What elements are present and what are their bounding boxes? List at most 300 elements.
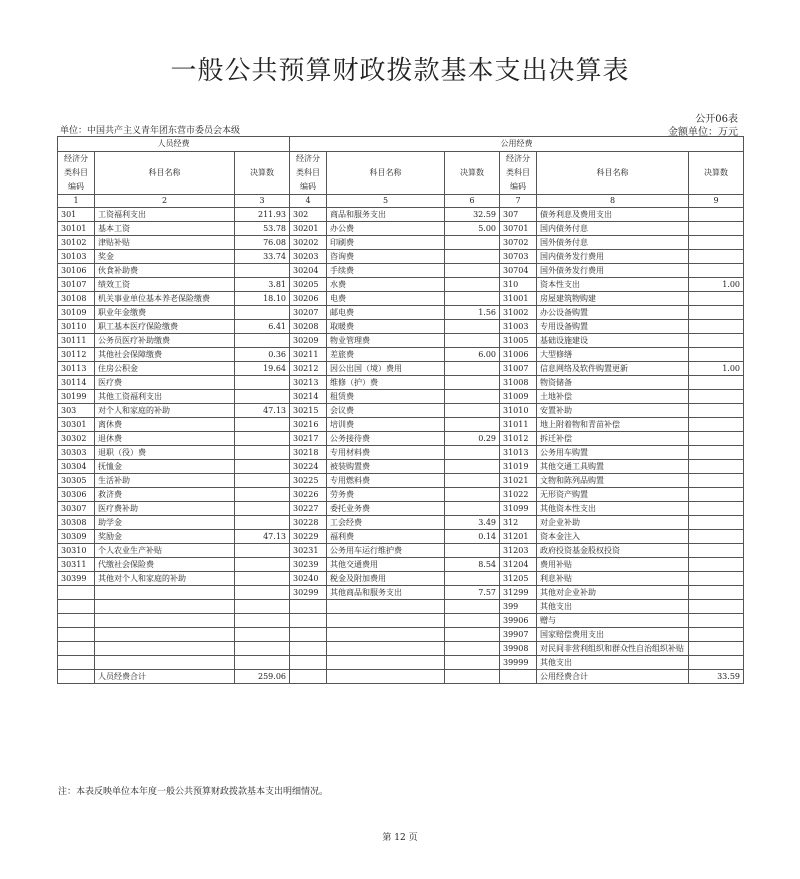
- personnel-amount-cell: [235, 376, 290, 390]
- empty-cell: [58, 670, 95, 684]
- public-amount-cell: [689, 516, 744, 530]
- personnel-name-cell: 退休费: [95, 432, 235, 446]
- column-number: 4: [290, 195, 327, 208]
- public-amount-cell: [445, 404, 500, 418]
- table-row: [58, 348, 744, 362]
- public-code-cell: 30216: [290, 418, 327, 432]
- form-number: 公开06表: [695, 114, 738, 125]
- public-amount-cell: [689, 292, 744, 306]
- public-name-cell: [327, 614, 445, 628]
- public-code-cell: 31012: [500, 432, 537, 446]
- public-code-cell: [290, 614, 327, 628]
- personnel-code-cell: 30103: [58, 250, 95, 264]
- personnel-name-cell: 生活补助: [95, 474, 235, 488]
- public-code-cell: 30201: [290, 222, 327, 236]
- public-amount-cell: [445, 264, 500, 278]
- public-amount-cell: [445, 390, 500, 404]
- personnel-code-cell: 30111: [58, 334, 95, 348]
- personnel-code-cell: 30305: [58, 474, 95, 488]
- public-name-cell: 因公出国（境）费用: [327, 362, 445, 376]
- personnel-name-cell: 奖励金: [95, 530, 235, 544]
- personnel-name-cell: [95, 600, 235, 614]
- table-row: [58, 530, 744, 544]
- group-header-personnel: 人员经费: [58, 137, 290, 152]
- personnel-code-cell: 30308: [58, 516, 95, 530]
- public-code-cell: 31003: [500, 320, 537, 334]
- personnel-name-cell: 绩效工资: [95, 278, 235, 292]
- public-amount-cell: [445, 488, 500, 502]
- public-name-cell: 税金及附加费用: [327, 572, 445, 586]
- personnel-code-cell: 30108: [58, 292, 95, 306]
- page-number: 第 12 页: [382, 833, 418, 843]
- table-row: [58, 418, 744, 432]
- personnel-name-cell: 工资福利支出: [95, 208, 235, 222]
- public-amount-cell: 1.56: [445, 306, 500, 320]
- table-row: [58, 488, 744, 502]
- personnel-name-cell: 机关事业单位基本养老保险缴费: [95, 292, 235, 306]
- public-amount-cell: 0.29: [445, 432, 500, 446]
- table-row: [58, 236, 744, 250]
- amount-unit-label: 金额单位：万元: [668, 127, 738, 138]
- public-code-cell: 31005: [500, 334, 537, 348]
- public-amount-cell: [689, 250, 744, 264]
- personnel-code-cell: 30107: [58, 278, 95, 292]
- public-code-cell: 310: [500, 278, 537, 292]
- public-code-cell: 31001: [500, 292, 537, 306]
- public-code-cell: [290, 600, 327, 614]
- personnel-amount-cell: [235, 264, 290, 278]
- empty-cell: [445, 670, 500, 684]
- public-code-cell: 39908: [500, 642, 537, 656]
- public-name-cell: 培训费: [327, 418, 445, 432]
- expenditure-table: [57, 136, 744, 684]
- public-amount-cell: [689, 586, 744, 600]
- public-code-cell: 30228: [290, 516, 327, 530]
- public-name-cell: 费用补贴: [537, 558, 689, 572]
- table-row: [58, 278, 744, 292]
- col-header-name: 科目名称: [537, 152, 689, 195]
- public-amount-cell: [445, 320, 500, 334]
- public-code-cell: 30702: [500, 236, 537, 250]
- public-name-cell: [327, 600, 445, 614]
- table-row: [58, 334, 744, 348]
- personnel-name-cell: 对个人和家庭的补助: [95, 404, 235, 418]
- public-code-cell: 30227: [290, 502, 327, 516]
- personnel-code-cell: 30106: [58, 264, 95, 278]
- personnel-name-cell: [95, 656, 235, 670]
- public-amount-cell: [445, 292, 500, 306]
- public-name-cell: 其他资本性支出: [537, 502, 689, 516]
- column-number: 3: [235, 195, 290, 208]
- public-code-cell: 30202: [290, 236, 327, 250]
- public-name-cell: [327, 628, 445, 642]
- table-row: [58, 446, 744, 460]
- public-amount-cell: [689, 208, 744, 222]
- personnel-code-cell: 30303: [58, 446, 95, 460]
- personnel-name-cell: 医疗费补助: [95, 502, 235, 516]
- personnel-code-cell: 30302: [58, 432, 95, 446]
- public-total-value: 33.59: [689, 670, 744, 684]
- public-code-cell: 30211: [290, 348, 327, 362]
- public-code-cell: 31006: [500, 348, 537, 362]
- personnel-name-cell: 住房公积金: [95, 362, 235, 376]
- personnel-amount-cell: [235, 656, 290, 670]
- public-amount-cell: 5.00: [445, 222, 500, 236]
- personnel-amount-cell: [235, 558, 290, 572]
- public-code-cell: 31007: [500, 362, 537, 376]
- public-code-cell: 30213: [290, 376, 327, 390]
- public-code-cell: 30217: [290, 432, 327, 446]
- public-code-cell: 39906: [500, 614, 537, 628]
- public-name-cell: 对企业补助: [537, 516, 689, 530]
- public-name-cell: 赠与: [537, 614, 689, 628]
- public-name-cell: 水费: [327, 278, 445, 292]
- empty-cell: [327, 670, 445, 684]
- personnel-amount-cell: [235, 432, 290, 446]
- public-name-cell: 咨询费: [327, 250, 445, 264]
- public-name-cell: 其他交通费用: [327, 558, 445, 572]
- personnel-code-cell: 30110: [58, 320, 95, 334]
- public-amount-cell: [689, 404, 744, 418]
- table-row: [58, 572, 744, 586]
- public-code-cell: 30704: [500, 264, 537, 278]
- public-amount-cell: [445, 250, 500, 264]
- public-name-cell: 文物和陈列品购置: [537, 474, 689, 488]
- public-name-cell: 国外债务付息: [537, 236, 689, 250]
- public-amount-cell: 8.54: [445, 558, 500, 572]
- public-code-cell: 30208: [290, 320, 327, 334]
- public-name-cell: 邮电费: [327, 306, 445, 320]
- public-amount-cell: 1.00: [689, 278, 744, 292]
- public-amount-cell: [445, 236, 500, 250]
- table-row: [58, 502, 744, 516]
- public-amount-cell: [445, 278, 500, 292]
- personnel-name-cell: 退职（役）费: [95, 446, 235, 460]
- personnel-amount-cell: 3.81: [235, 278, 290, 292]
- personnel-code-cell: 30199: [58, 390, 95, 404]
- public-code-cell: 31011: [500, 418, 537, 432]
- public-name-cell: 大型修缮: [537, 348, 689, 362]
- personnel-amount-cell: [235, 460, 290, 474]
- table-row: [58, 292, 744, 306]
- table-row: [58, 320, 744, 334]
- public-amount-cell: [689, 432, 744, 446]
- public-amount-cell: [445, 362, 500, 376]
- public-code-cell: 30206: [290, 292, 327, 306]
- personnel-amount-cell: [235, 446, 290, 460]
- public-code-cell: 31022: [500, 488, 537, 502]
- personnel-code-cell: 30101: [58, 222, 95, 236]
- public-code-cell: 31099: [500, 502, 537, 516]
- personnel-amount-cell: [235, 572, 290, 586]
- personnel-amount-cell: 47.13: [235, 404, 290, 418]
- public-code-cell: 30231: [290, 544, 327, 558]
- public-name-cell: 差旅费: [327, 348, 445, 362]
- public-amount-cell: [445, 656, 500, 670]
- public-name-cell: 专用设备购置: [537, 320, 689, 334]
- personnel-code-cell: 303: [58, 404, 95, 418]
- column-number: 9: [689, 195, 744, 208]
- public-name-cell: 基础设施建设: [537, 334, 689, 348]
- public-amount-cell: 3.49: [445, 516, 500, 530]
- personnel-name-cell: 其他工资福利支出: [95, 390, 235, 404]
- public-amount-cell: [445, 474, 500, 488]
- public-amount-cell: 6.00: [445, 348, 500, 362]
- personnel-code-cell: 30113: [58, 362, 95, 376]
- empty-cell: [290, 670, 327, 684]
- personnel-amount-cell: [235, 334, 290, 348]
- public-name-cell: 取暖费: [327, 320, 445, 334]
- col-header-name: 科目名称: [95, 152, 235, 195]
- public-amount-cell: [445, 446, 500, 460]
- public-amount-cell: [689, 348, 744, 362]
- personnel-amount-cell: [235, 474, 290, 488]
- public-name-cell: 租赁费: [327, 390, 445, 404]
- public-amount-cell: [445, 502, 500, 516]
- public-amount-cell: [689, 628, 744, 642]
- personnel-code-cell: 30307: [58, 502, 95, 516]
- public-amount-cell: [689, 600, 744, 614]
- public-code-cell: 31021: [500, 474, 537, 488]
- table-row: [58, 586, 744, 600]
- public-name-cell: 劳务费: [327, 488, 445, 502]
- col-header-code: 经济分类科目编码: [500, 152, 537, 195]
- public-amount-cell: [689, 502, 744, 516]
- personnel-name-cell: 抚恤金: [95, 460, 235, 474]
- public-code-cell: [290, 656, 327, 670]
- public-name-cell: 利息补贴: [537, 572, 689, 586]
- public-code-cell: 31002: [500, 306, 537, 320]
- public-code-cell: [290, 628, 327, 642]
- personnel-code-cell: 30114: [58, 376, 95, 390]
- public-code-cell: 30209: [290, 334, 327, 348]
- public-name-cell: 拆迁补偿: [537, 432, 689, 446]
- table-row: [58, 222, 744, 236]
- personnel-code-cell: 30102: [58, 236, 95, 250]
- personnel-amount-cell: [235, 544, 290, 558]
- public-name-cell: 国外债务发行费用: [537, 264, 689, 278]
- public-amount-cell: [689, 614, 744, 628]
- public-code-cell: 39999: [500, 656, 537, 670]
- public-name-cell: 办公设备购置: [537, 306, 689, 320]
- personnel-amount-cell: 211.93: [235, 208, 290, 222]
- table-row: [58, 558, 744, 572]
- public-name-cell: 工会经费: [327, 516, 445, 530]
- public-name-cell: [327, 642, 445, 656]
- public-name-cell: 资本性支出: [537, 278, 689, 292]
- personnel-code-cell: [58, 614, 95, 628]
- public-code-cell: 30214: [290, 390, 327, 404]
- public-amount-cell: 32.59: [445, 208, 500, 222]
- public-amount-cell: [445, 544, 500, 558]
- personnel-amount-cell: 18.10: [235, 292, 290, 306]
- public-code-cell: 30204: [290, 264, 327, 278]
- public-name-cell: 物资储备: [537, 376, 689, 390]
- public-name-cell: 福利费: [327, 530, 445, 544]
- personnel-code-cell: 30311: [58, 558, 95, 572]
- public-name-cell: 专用燃料费: [327, 474, 445, 488]
- col-header-amount: 决算数: [689, 152, 744, 195]
- personnel-code-cell: 30112: [58, 348, 95, 362]
- personnel-total-value: 259.06: [235, 670, 290, 684]
- public-name-cell: 其他支出: [537, 600, 689, 614]
- public-code-cell: 31205: [500, 572, 537, 586]
- table-row: [58, 656, 744, 670]
- public-amount-cell: [689, 306, 744, 320]
- personnel-amount-cell: [235, 614, 290, 628]
- public-code-cell: 39907: [500, 628, 537, 642]
- table-row: [58, 628, 744, 642]
- personnel-code-cell: [58, 628, 95, 642]
- public-name-cell: 无形资产购置: [537, 488, 689, 502]
- personnel-amount-cell: 47.13: [235, 530, 290, 544]
- public-code-cell: 30205: [290, 278, 327, 292]
- personnel-amount-cell: 53.78: [235, 222, 290, 236]
- public-amount-cell: [689, 334, 744, 348]
- public-amount-cell: [689, 530, 744, 544]
- column-number: 8: [537, 195, 689, 208]
- public-name-cell: 其他商品和服务支出: [327, 586, 445, 600]
- personnel-name-cell: 基本工资: [95, 222, 235, 236]
- public-code-cell: 30218: [290, 446, 327, 460]
- public-amount-cell: [445, 334, 500, 348]
- table-row: [58, 642, 744, 656]
- personnel-amount-cell: [235, 516, 290, 530]
- personnel-amount-cell: 6.41: [235, 320, 290, 334]
- public-code-cell: 30203: [290, 250, 327, 264]
- personnel-amount-cell: 33.74: [235, 250, 290, 264]
- public-amount-cell: [689, 320, 744, 334]
- personnel-name-cell: 个人农业生产补贴: [95, 544, 235, 558]
- column-number: 7: [500, 195, 537, 208]
- public-code-cell: 30226: [290, 488, 327, 502]
- public-code-cell: 30207: [290, 306, 327, 320]
- public-name-cell: 资本金注入: [537, 530, 689, 544]
- public-name-cell: 土地补偿: [537, 390, 689, 404]
- public-code-cell: 31201: [500, 530, 537, 544]
- personnel-name-cell: 其他对个人和家庭的补助: [95, 572, 235, 586]
- personnel-code-cell: 30304: [58, 460, 95, 474]
- table-row: [58, 432, 744, 446]
- public-code-cell: 30299: [290, 586, 327, 600]
- public-amount-cell: [689, 488, 744, 502]
- personnel-code-cell: 30309: [58, 530, 95, 544]
- group-header-public: 公用经费: [290, 137, 744, 152]
- col-header-amount: 决算数: [445, 152, 500, 195]
- public-amount-cell: [445, 572, 500, 586]
- public-amount-cell: [689, 544, 744, 558]
- personnel-name-cell: 公务员医疗补助缴费: [95, 334, 235, 348]
- personnel-name-cell: 奖金: [95, 250, 235, 264]
- personnel-total-label: 人员经费合计: [95, 670, 235, 684]
- public-code-cell: 399: [500, 600, 537, 614]
- public-amount-cell: [689, 474, 744, 488]
- public-code-cell: 31203: [500, 544, 537, 558]
- public-name-cell: 电费: [327, 292, 445, 306]
- personnel-amount-cell: [235, 628, 290, 642]
- public-name-cell: 手续费: [327, 264, 445, 278]
- table-row: [58, 362, 744, 376]
- page-title: 一般公共预算财政拨款基本支出决算表: [170, 56, 630, 86]
- public-code-cell: 31204: [500, 558, 537, 572]
- public-amount-cell: [689, 264, 744, 278]
- public-amount-cell: [689, 656, 744, 670]
- public-amount-cell: [689, 642, 744, 656]
- personnel-code-cell: 30399: [58, 572, 95, 586]
- public-amount-cell: [445, 418, 500, 432]
- col-header-code: 经济分类科目编码: [290, 152, 327, 195]
- personnel-amount-cell: [235, 306, 290, 320]
- public-code-cell: 31019: [500, 460, 537, 474]
- public-code-cell: 307: [500, 208, 537, 222]
- public-name-cell: 公务接待费: [327, 432, 445, 446]
- personnel-code-cell: [58, 586, 95, 600]
- public-code-cell: 30212: [290, 362, 327, 376]
- personnel-name-cell: 助学金: [95, 516, 235, 530]
- personnel-name-cell: 伙食补助费: [95, 264, 235, 278]
- totals-row: [58, 670, 744, 684]
- public-name-cell: 安置补助: [537, 404, 689, 418]
- public-code-cell: 30240: [290, 572, 327, 586]
- public-name-cell: 房屋建筑物购建: [537, 292, 689, 306]
- personnel-name-cell: [95, 614, 235, 628]
- personnel-name-cell: 职业年金缴费: [95, 306, 235, 320]
- column-number: 5: [327, 195, 445, 208]
- public-name-cell: 专用材料费: [327, 446, 445, 460]
- public-amount-cell: [445, 614, 500, 628]
- personnel-amount-cell: [235, 502, 290, 516]
- public-name-cell: 会议费: [327, 404, 445, 418]
- empty-cell: [500, 670, 537, 684]
- personnel-code-cell: [58, 642, 95, 656]
- personnel-code-cell: [58, 600, 95, 614]
- public-name-cell: 公务用车运行维护费: [327, 544, 445, 558]
- public-code-cell: 31299: [500, 586, 537, 600]
- public-name-cell: 被装购置费: [327, 460, 445, 474]
- personnel-code-cell: 30301: [58, 418, 95, 432]
- public-code-cell: 31010: [500, 404, 537, 418]
- public-code-cell: 30225: [290, 474, 327, 488]
- public-amount-cell: [445, 642, 500, 656]
- public-name-cell: 其他支出: [537, 656, 689, 670]
- public-name-cell: 政府投资基金股权投资: [537, 544, 689, 558]
- public-code-cell: 30229: [290, 530, 327, 544]
- public-name-cell: 国内债务付息: [537, 222, 689, 236]
- public-code-cell: 30215: [290, 404, 327, 418]
- public-amount-cell: 7.57: [445, 586, 500, 600]
- public-amount-cell: 0.14: [445, 530, 500, 544]
- footnote: 注：本表反映单位本年度一般公共预算财政拨款基本支出明细情况。: [58, 787, 329, 797]
- public-amount-cell: [689, 446, 744, 460]
- public-amount-cell: [689, 390, 744, 404]
- public-name-cell: 地上附着物和青苗补偿: [537, 418, 689, 432]
- public-name-cell: 维修（护）费: [327, 376, 445, 390]
- personnel-name-cell: 医疗费: [95, 376, 235, 390]
- table-row: [58, 474, 744, 488]
- public-name-cell: 债务利息及费用支出: [537, 208, 689, 222]
- public-amount-cell: [689, 236, 744, 250]
- personnel-amount-cell: [235, 600, 290, 614]
- col-header-code: 经济分类科目编码: [58, 152, 95, 195]
- column-number: 6: [445, 195, 500, 208]
- personnel-amount-cell: 19.64: [235, 362, 290, 376]
- public-amount-cell: [445, 460, 500, 474]
- personnel-amount-cell: [235, 390, 290, 404]
- public-total-label: 公用经费合计: [537, 670, 689, 684]
- table-row: [58, 250, 744, 264]
- public-name-cell: 国内债务发行费用: [537, 250, 689, 264]
- public-name-cell: 信息网络及软件购置更新: [537, 362, 689, 376]
